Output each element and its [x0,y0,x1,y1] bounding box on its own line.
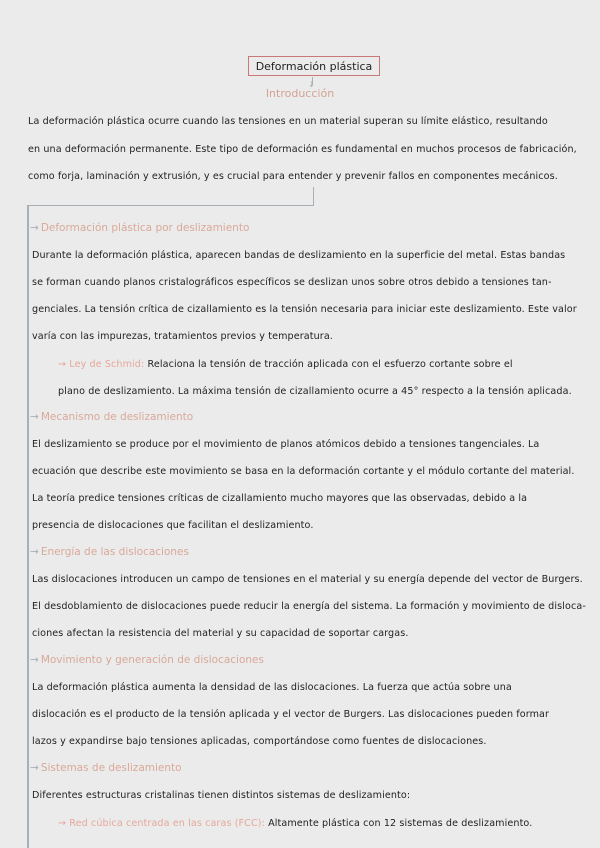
body-line: Diferentes estructuras cristalinas tienen distintos sistemas de deslizamiento: [32,790,411,801]
arrow-right-icon: → [30,411,39,423]
section-heading: → Mecanismo de deslizamiento [30,411,194,423]
tree-connector-horizontal [27,205,314,206]
section-heading: → Movimiento y generación de dislocaciones [30,654,264,666]
section-heading: → Energía de las dislocaciones [30,546,189,558]
body-line: genciales. La tensión crítica de cizallamiento es la tensión necesaria para iniciar este deslizamiento. Este valor [32,304,577,315]
sub-point-text: Relaciona la tensión de tracción aplicada con el esfuerzo cortante sobre el [147,359,513,370]
page-subtitle: Introducción [265,87,335,100]
sub-point [58,359,513,370]
body-line: varía con las impurezas, tratamientos previos y temperatura. [32,331,333,342]
body-line: ciones afectan la resistencia del material y su capacidad de soportar cargas. [32,628,409,639]
sub-point-text: Altamente plástica con 12 sistemas de deslizamiento. [268,818,533,829]
arrow-right-icon: → [30,654,39,666]
arrow-right-icon: → [30,546,39,558]
section-heading: → Deformación plástica por deslizamiento [30,222,250,234]
body-line: Las dislocaciones introducen un campo de tensiones en el material y su energía depende del vector de Burgers. [32,574,583,585]
section-heading: → Sistemas de deslizamiento [30,762,182,774]
body-line: dislocación es el producto de la tensión aplicada y el vector de Burgers. Las dislocaciones pueden formar [32,709,550,720]
body-line: La teoría predice tensiones críticas de cizallamiento mucho mayores que las observadas, debido a la [32,493,528,504]
body-line: Durante la deformación plástica, aparecen bandas de deslizamiento en la superficie del metal. Estas bandas [32,250,566,261]
intro-line: La deformación plástica ocurre cuando las tensiones en un material superan su límite elástico, resultando [28,116,548,127]
body-line: El deslizamiento se produce por el movimiento de planos atómicos debido a tensiones tangenciales. La [32,439,540,450]
body-line: plano de deslizamiento. La máxima tensión de cizallamiento ocurre a 45° respecto a la tensión aplicada. [58,386,572,397]
arrow-right-icon: → [30,222,39,234]
arrow-right-icon: → [30,762,39,774]
body-line: se forman cuando planos cristalográficos específicos se deslizan unos sobre otros debido a tensiones tan- [32,277,552,288]
sub-point-key: Red cúbica centrada en las caras (FCC): [69,818,265,829]
body-line: lazos y expandirse bajo tensiones aplicadas, comportándose como fuentes de dislocaciones. [32,736,487,747]
body-line: presencia de dislocaciones que facilitan el deslizamiento. [32,520,314,531]
body-line: El desdoblamiento de dislocaciones puede reducir la energía del sistema. La formación y movimiento de disloca- [32,601,586,612]
intro-line: como forja, laminación y extrusión, y es crucial para entender y prevenir fallos en componentes mecánicos. [28,171,558,182]
body-line: ecuación que describe este movimiento se basa en la deformación cortante y el módulo cortante del material. [32,466,575,477]
title-arrow-icon: ↓ [308,80,315,89]
sub-point-key: Ley de Schmid: [69,359,145,370]
arrow-right-icon: → [58,818,67,829]
sub-point [58,818,532,829]
intro-line: en una deformación permanente. Este tipo de deformación es fundamental en muchos procesos de fabricación, [28,144,577,155]
arrow-right-icon: → [58,359,67,370]
body-line: La deformación plástica aumenta la densidad de las dislocaciones. La fuerza que actúa sobre una [32,682,512,693]
page-title: Deformación plástica [248,56,380,76]
tree-connector-vertical [27,205,29,848]
tree-connector-right [313,187,314,205]
